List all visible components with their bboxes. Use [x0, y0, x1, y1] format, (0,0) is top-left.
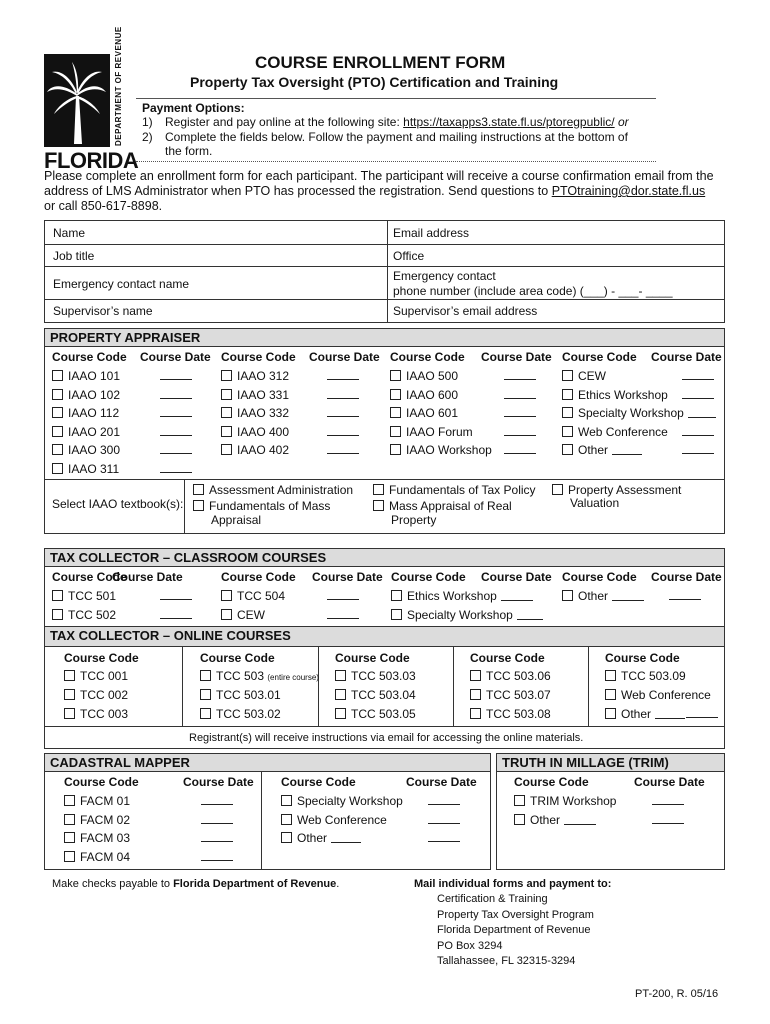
tcc-date-header-4: Course Date — [651, 570, 722, 584]
tb3-label: Fundamentals of Tax Policy — [389, 483, 536, 497]
pa-course-4-5-label: Other — [578, 443, 609, 457]
pa-course-2-4[interactable] — [221, 425, 289, 439]
checkbox[interactable] — [390, 444, 401, 455]
checkbox[interactable] — [605, 670, 616, 681]
payment-option-2-cont: the form. — [165, 144, 213, 158]
tcc-date-line[interactable] — [669, 589, 701, 600]
pa-course-3-3-label: IAAO 601 — [406, 406, 459, 420]
trim-date-header: Course Date — [634, 775, 705, 789]
pa-date-header-4: Course Date — [651, 350, 722, 364]
pa-course-3-2[interactable] — [390, 388, 458, 402]
tco-course-1-1[interactable] — [64, 669, 128, 683]
pa-course-2-4-label: IAAO 400 — [237, 424, 290, 439]
pa-date-line[interactable] — [682, 369, 714, 380]
pa-date-line[interactable] — [160, 369, 192, 380]
trim-date-line[interactable] — [652, 813, 684, 824]
checkbox[interactable] — [64, 814, 75, 825]
tcc-course-3-1-label: Ethics Workshop — [407, 589, 497, 603]
blank-line[interactable] — [612, 590, 644, 601]
pa-course-4-4[interactable] — [562, 425, 668, 439]
mail-heading: Mail individual forms and payment to: — [414, 878, 612, 890]
tcc-date-line[interactable] — [160, 589, 192, 600]
checkbox[interactable] — [221, 444, 232, 455]
pa-course-2-1[interactable] — [221, 369, 289, 383]
pa-course-4-1-label: CEW — [578, 369, 606, 383]
blank-line[interactable] — [501, 590, 533, 601]
mail-address-line: Certification & Training — [437, 893, 548, 905]
registration-link[interactable]: https://taxapps3.state.fl.us/ptoregpublic/ — [403, 115, 615, 129]
florida-wordmark: FLORIDA — [44, 148, 139, 173]
checkbox[interactable] — [64, 832, 75, 843]
tco-course-5-2[interactable] — [605, 688, 711, 702]
checkbox[interactable] — [221, 389, 232, 400]
pa-date-line[interactable] — [160, 425, 192, 436]
tco-code-header-5: Course Code — [605, 651, 680, 665]
tco-code-header-2: Course Code — [200, 651, 275, 665]
payment-opt1-text: Register and pay online at the following site: — [165, 115, 404, 129]
tcc-503-label: TCC 503 — [216, 669, 265, 683]
checkbox[interactable] — [64, 708, 75, 719]
cad-course-1-1-label: FACM 01 — [80, 794, 131, 808]
cad-course-2-3[interactable] — [281, 831, 361, 845]
tcc-503-note: (entire course) — [267, 673, 319, 682]
pa-course-2-2[interactable] — [221, 388, 289, 402]
tcc-503-entire[interactable] — [200, 669, 319, 685]
online-note: Registrant(s) will receive instructions via email for accessing the online materials. — [189, 732, 584, 744]
participant-info-table — [44, 220, 725, 323]
pa-date-header-1: Course Date — [140, 350, 211, 364]
checkbox[interactable] — [281, 795, 292, 806]
trim-course-1[interactable] — [514, 794, 616, 808]
tcc-course-1-2-label: TCC 502 — [68, 608, 117, 622]
tcc-date-header-3: Course Date — [481, 570, 552, 584]
cad-course-2-2[interactable] — [281, 813, 387, 827]
tb5-label: Property Assessment — [568, 483, 682, 497]
textbook-assessment-admin[interactable] — [193, 483, 353, 497]
tco-code-header-4: Course Code — [470, 651, 545, 665]
trim-header: TRUTH IN MILLAGE (TRIM) — [497, 754, 724, 772]
pa-date-line[interactable] — [504, 443, 536, 454]
tcc-code-header-1: Course Code — [52, 570, 127, 584]
dept-text: DEPARTMENT OF REVENUE — [114, 26, 123, 146]
cad-course-1-4[interactable] — [64, 850, 130, 864]
tb1-label: Assessment Administration — [209, 483, 354, 497]
cad-course-1-2[interactable] — [64, 813, 130, 827]
pa-code-header-2: Course Code — [221, 350, 296, 364]
pa-date-line[interactable] — [327, 425, 359, 436]
tco-course-1-2-label: TCC 002 — [80, 688, 129, 702]
blank-line[interactable] — [612, 444, 642, 455]
tcc-course-3-1[interactable] — [391, 589, 533, 603]
tco-course-4-3-label: TCC 503.08 — [486, 707, 551, 721]
checkbox[interactable] — [335, 708, 346, 719]
pa-date-line[interactable] — [160, 443, 192, 454]
checkbox[interactable] — [221, 370, 232, 381]
checkbox[interactable] — [52, 370, 63, 381]
tb2-label: Fundamentals of Mass — [209, 499, 331, 513]
intro-line-2 — [44, 184, 705, 198]
pa-code-header-1: Course Code — [52, 350, 127, 364]
checkbox[interactable] — [64, 670, 75, 681]
pa-course-1-3[interactable] — [52, 406, 119, 420]
checkbox[interactable] — [200, 689, 211, 700]
pa-course-1-2[interactable] — [52, 388, 120, 402]
checkbox[interactable] — [562, 590, 573, 601]
pa-code-header-4: Course Code — [562, 350, 637, 364]
trim-course-1-label: TRIM Workshop — [530, 794, 617, 808]
intro-line-3: or call 850-617-8898. — [44, 199, 163, 213]
tco-header: TAX COLLECTOR – ONLINE COURSES — [45, 627, 724, 647]
checkbox[interactable] — [605, 689, 616, 700]
supervisor-email-field[interactable]: Supervisor’s email address — [393, 304, 538, 318]
pa-course-2-3-label: IAAO 332 — [237, 406, 290, 420]
pa-date-line[interactable] — [327, 443, 359, 454]
payment-option-1 — [165, 115, 629, 129]
pa-course-1-1-label: IAAO 101 — [68, 369, 121, 383]
cad-code-header-1: Course Code — [64, 775, 139, 789]
tcc-date-header-1: Course Date — [112, 570, 183, 584]
cad-date-line[interactable] — [428, 831, 460, 842]
cad-date-header-1: Course Date — [183, 775, 254, 789]
pa-course-4-5[interactable] — [562, 443, 642, 457]
tb2-label-cont: Appraisal — [211, 513, 262, 527]
tco-course-3-3-label: TCC 503.05 — [351, 707, 416, 721]
blank-line[interactable] — [517, 609, 543, 620]
pa-course-3-5-label: IAAO Workshop — [406, 443, 492, 457]
tco-course-1-2[interactable] — [64, 688, 128, 702]
pa-course-4-2-label: Ethics Workshop — [578, 387, 668, 402]
pa-course-4-1[interactable] — [562, 369, 606, 383]
blank-line[interactable] — [688, 407, 716, 418]
checkbox[interactable] — [221, 609, 232, 620]
pa-course-4-3-label: Specialty Workshop — [578, 406, 684, 420]
tcc-date-header-2: Course Date — [312, 570, 383, 584]
tco-course-1-3-label: TCC 003 — [80, 707, 129, 721]
pa-course-1-6-label: IAAO 311 — [68, 461, 120, 476]
cad-date-line[interactable] — [428, 813, 460, 824]
tcc-course-1-1-label: TCC 501 — [68, 589, 117, 603]
pa-course-3-4-label: IAAO Forum — [406, 424, 473, 439]
checkbox[interactable] — [390, 426, 401, 437]
textbook-fundamentals-tax[interactable] — [373, 483, 536, 497]
checkbox[interactable] — [52, 444, 63, 455]
cad-course-2-2-label: Web Conference — [297, 812, 387, 827]
checkbox[interactable] — [391, 590, 402, 601]
tco-course-4-1-label: TCC 503.06 — [486, 669, 551, 683]
tcc-date-line[interactable] — [327, 589, 359, 600]
tcc-course-4-1-label: Other — [578, 589, 609, 603]
pa-course-2-5-label: IAAO 402 — [237, 443, 290, 457]
tco-other-line-2[interactable] — [686, 707, 718, 718]
property-appraiser-header: PROPERTY APPRAISER — [45, 329, 724, 347]
checkbox[interactable] — [52, 609, 63, 620]
job-title-field[interactable]: Job title — [53, 249, 95, 263]
tb4-label-cont: Property — [391, 513, 437, 527]
cad-course-1-4-label: FACM 04 — [80, 849, 131, 864]
cad-date-line[interactable] — [201, 794, 233, 805]
checkbox[interactable] — [562, 426, 573, 437]
checkbox[interactable] — [221, 426, 232, 437]
tcc-course-2-1-label: TCC 504 — [237, 589, 286, 603]
intro-line-1: Please complete an enrollment form for each participant. The participant will receive a course confirmation email from the — [44, 169, 714, 183]
checkbox[interactable] — [390, 407, 401, 418]
pa-course-2-5[interactable] — [221, 443, 289, 457]
checkbox[interactable] — [562, 444, 573, 455]
trim-section — [496, 753, 725, 870]
checkbox[interactable] — [52, 407, 63, 418]
payment-option-2: Complete the fields below. Follow the payment and mailing instructions at the bottom of — [165, 130, 628, 144]
mail-address-line: Tallahassee, FL 32315-3294 — [437, 955, 576, 967]
tco-course-3-2[interactable] — [335, 688, 416, 702]
pa-date-line[interactable] — [160, 462, 192, 473]
pa-code-header-3: Course Code — [390, 350, 465, 364]
pa-date-line[interactable] — [504, 406, 536, 417]
pa-course-1-4-label: IAAO 201 — [68, 424, 121, 439]
checkbox[interactable] — [470, 670, 481, 681]
trim-course-2-label: Other — [530, 812, 561, 827]
cad-course-1-3-label: FACM 03 — [80, 831, 131, 845]
tco-course-3-2-label: TCC 503.04 — [351, 688, 416, 702]
blank-line[interactable] — [564, 814, 596, 825]
name-field[interactable]: Name — [53, 226, 86, 240]
page-subtitle: Property Tax Oversight (PTO) Certification and Training — [190, 74, 559, 90]
tco-code-header-1: Course Code — [64, 651, 139, 665]
pa-course-4-3[interactable] — [562, 406, 716, 420]
checkbox[interactable] — [605, 708, 616, 719]
cad-code-header-2: Course Code — [281, 775, 356, 789]
pa-course-1-1[interactable] — [52, 369, 120, 383]
pa-course-3-1[interactable] — [390, 369, 458, 383]
pa-course-4-2[interactable] — [562, 388, 668, 402]
checkbox[interactable] — [64, 851, 75, 862]
checkbox[interactable] — [64, 795, 75, 806]
tco-course-2-3-label: TCC 503.02 — [216, 707, 281, 721]
tco-course-3-1[interactable] — [335, 669, 416, 683]
pa-course-4-4-label: Web Conference — [578, 424, 668, 439]
intro-line-2-text: address of LMS Administrator when PTO has processed the registration. Send questions to — [44, 184, 552, 198]
pa-course-1-5-label: IAAO 300 — [68, 443, 121, 457]
checkbox[interactable] — [200, 708, 211, 719]
tcc-course-2-2-label: CEW — [237, 608, 265, 622]
tcc-code-header-3: Course Code — [391, 570, 466, 584]
cad-course-1-3[interactable] — [64, 831, 130, 845]
cad-date-line[interactable] — [201, 813, 233, 824]
pa-date-line[interactable] — [504, 388, 536, 399]
checks-text: Make checks payable to — [52, 878, 174, 890]
tco-course-4-1[interactable] — [470, 669, 551, 683]
tco-course-5-3-label: Other — [621, 707, 652, 721]
checkbox[interactable] — [52, 389, 63, 400]
tcc-course-3-2[interactable] — [391, 608, 543, 622]
pa-date-line[interactable] — [504, 425, 536, 436]
tb5-label-cont: Valuation — [570, 496, 620, 510]
tax-collector-classroom-section — [44, 548, 725, 628]
checkbox[interactable] — [64, 689, 75, 700]
cad-header: CADASTRAL MAPPER — [45, 754, 490, 772]
cad-course-2-3-label: Other — [297, 831, 328, 845]
pa-course-3-3[interactable] — [390, 406, 458, 420]
cad-course-2-1[interactable] — [281, 794, 403, 808]
pa-date-line[interactable] — [682, 388, 714, 399]
pa-course-3-2-label: IAAO 600 — [406, 387, 459, 402]
checkbox[interactable] — [52, 590, 63, 601]
pa-date-header-3: Course Date — [481, 350, 552, 364]
payment-opt2-num: 2) — [142, 130, 153, 144]
textbook-fundamentals-mass[interactable] — [193, 499, 330, 513]
textbook-property-assessment[interactable] — [552, 483, 681, 497]
tcc-date-line[interactable] — [327, 608, 359, 619]
textbook-label: Select IAAO textbook(s): — [52, 497, 184, 511]
blank-line[interactable] — [331, 832, 361, 843]
pa-course-3-1-label: IAAO 500 — [406, 369, 459, 383]
checkbox[interactable] — [221, 407, 232, 418]
tco-course-3-1-label: TCC 503.03 — [351, 669, 416, 683]
tcc-course-1-1[interactable] — [52, 589, 116, 603]
pa-date-line[interactable] — [327, 369, 359, 380]
trim-code-header: Course Code — [514, 775, 589, 789]
pa-date-line[interactable] — [682, 425, 714, 436]
pa-date-line[interactable] — [504, 369, 536, 380]
checkbox[interactable] — [470, 689, 481, 700]
checkbox[interactable] — [514, 814, 525, 825]
tco-course-5-3[interactable] — [605, 707, 685, 721]
checkbox[interactable] — [562, 370, 573, 381]
pa-date-line[interactable] — [160, 406, 192, 417]
payment-heading: Payment Options: — [142, 101, 245, 115]
cad-date-line[interactable] — [201, 850, 233, 861]
pa-date-line[interactable] — [160, 388, 192, 399]
checkbox[interactable] — [52, 426, 63, 437]
email-field[interactable]: Email address — [393, 226, 470, 240]
checkbox[interactable] — [562, 407, 573, 418]
textbook-mass-appraisal-real[interactable] — [373, 499, 512, 513]
tco-course-2-2-label: TCC 503.01 — [216, 688, 281, 702]
tcc-course-3-2-label: Specialty Workshop — [407, 608, 513, 622]
checkbox[interactable] — [221, 590, 232, 601]
tco-course-5-1-label: TCC 503.09 — [621, 669, 686, 683]
palm-tree-icon — [44, 54, 110, 147]
tco-course-4-3[interactable] — [470, 707, 551, 721]
tco-course-2-3[interactable] — [200, 707, 281, 721]
payment-opt1-num: 1) — [142, 115, 153, 129]
office-field[interactable]: Office — [393, 249, 425, 263]
emergency-phone-label-1: Emergency contact — [393, 269, 496, 283]
checkbox[interactable] — [281, 832, 292, 843]
trim-course-2[interactable] — [514, 813, 596, 827]
pa-course-1-2-label: IAAO 102 — [68, 387, 121, 402]
tco-course-1-3[interactable] — [64, 707, 128, 721]
tco-course-5-2-label: Web Conference — [621, 688, 711, 702]
supervisor-name-field[interactable]: Supervisor’s name — [53, 304, 153, 318]
tco-course-3-3[interactable] — [335, 707, 416, 721]
mail-address-line: Property Tax Oversight Program — [437, 908, 594, 921]
tcc-course-4-1[interactable] — [562, 589, 644, 603]
pa-course-3-4[interactable] — [390, 425, 473, 439]
checkbox[interactable] — [390, 370, 401, 381]
cad-date-header-2: Course Date — [406, 775, 477, 789]
tcc-code-header-2: Course Code — [221, 570, 296, 584]
cad-course-2-1-label: Specialty Workshop — [297, 794, 403, 808]
tco-course-4-2[interactable] — [470, 688, 551, 702]
emergency-phone-field[interactable]: phone number (include area code) (___) - ___- ____ — [393, 284, 673, 298]
tcc-course-1-2[interactable] — [52, 608, 116, 622]
pa-date-line[interactable] — [327, 388, 359, 399]
florida-dor-logo — [44, 26, 139, 173]
blank-line[interactable] — [655, 708, 685, 719]
pa-date-header-2: Course Date — [309, 350, 380, 364]
checkbox[interactable] — [335, 689, 346, 700]
pa-course-1-3-label: IAAO 112 — [68, 406, 120, 420]
checkbox[interactable] — [470, 708, 481, 719]
pa-course-2-1-label: IAAO 312 — [237, 369, 290, 383]
pa-course-2-3[interactable] — [221, 406, 289, 420]
form-number: PT-200, R. 05/16 — [635, 988, 719, 1000]
mail-address-line: PO Box 3294 — [437, 939, 503, 952]
pa-course-1-5[interactable] — [52, 443, 120, 457]
tcc-date-line[interactable] — [160, 608, 192, 619]
tb4-label: Mass Appraisal of Real — [389, 499, 512, 513]
payment-opt1-or: or — [614, 115, 629, 129]
checkbox[interactable] — [335, 670, 346, 681]
tco-course-1-1-label: TCC 001 — [80, 669, 129, 683]
tco-course-2-2[interactable] — [200, 688, 281, 702]
tcc-course-2-2[interactable] — [221, 608, 265, 622]
pa-date-line[interactable] — [327, 406, 359, 417]
cad-course-1-1[interactable] — [64, 794, 130, 808]
checkbox[interactable] — [390, 389, 401, 400]
pa-date-line[interactable] — [682, 443, 714, 454]
pa-course-1-4[interactable] — [52, 425, 120, 439]
cad-date-line[interactable] — [201, 831, 233, 842]
tco-course-5-1[interactable] — [605, 669, 686, 683]
tco-code-header-3: Course Code — [335, 651, 410, 665]
checkbox[interactable] — [514, 795, 525, 806]
tco-course-4-2-label: TCC 503.07 — [486, 688, 551, 702]
checkbox[interactable] — [281, 814, 292, 825]
checkbox[interactable] — [52, 463, 63, 474]
tcc-header: TAX COLLECTOR – CLASSROOM COURSES — [45, 549, 724, 567]
mail-address-line: Florida Department of Revenue — [437, 924, 591, 936]
trim-date-line[interactable] — [652, 794, 684, 805]
payment-options-box — [136, 98, 656, 162]
pa-course-3-5[interactable] — [390, 443, 492, 457]
cad-date-line[interactable] — [428, 794, 460, 805]
tcc-course-2-1[interactable] — [221, 589, 285, 603]
pa-course-2-2-label: IAAO 331 — [237, 387, 290, 402]
tcc-code-header-4: Course Code — [562, 570, 637, 584]
pa-course-1-6[interactable] — [52, 462, 119, 476]
checks-payee: Florida Department of Revenue — [173, 878, 337, 890]
cad-course-1-2-label: FACM 02 — [80, 812, 131, 827]
checks-payable: Make checks payable to Florida Department of Revenue. — [52, 878, 340, 890]
checkbox[interactable] — [562, 389, 573, 400]
emergency-name-field[interactable]: Emergency contact name — [53, 277, 190, 291]
support-email-link[interactable]: PTOtraining@dor.state.fl.us — [551, 184, 706, 198]
checkbox[interactable] — [391, 609, 402, 620]
page-title: COURSE ENROLLMENT FORM — [255, 53, 506, 72]
